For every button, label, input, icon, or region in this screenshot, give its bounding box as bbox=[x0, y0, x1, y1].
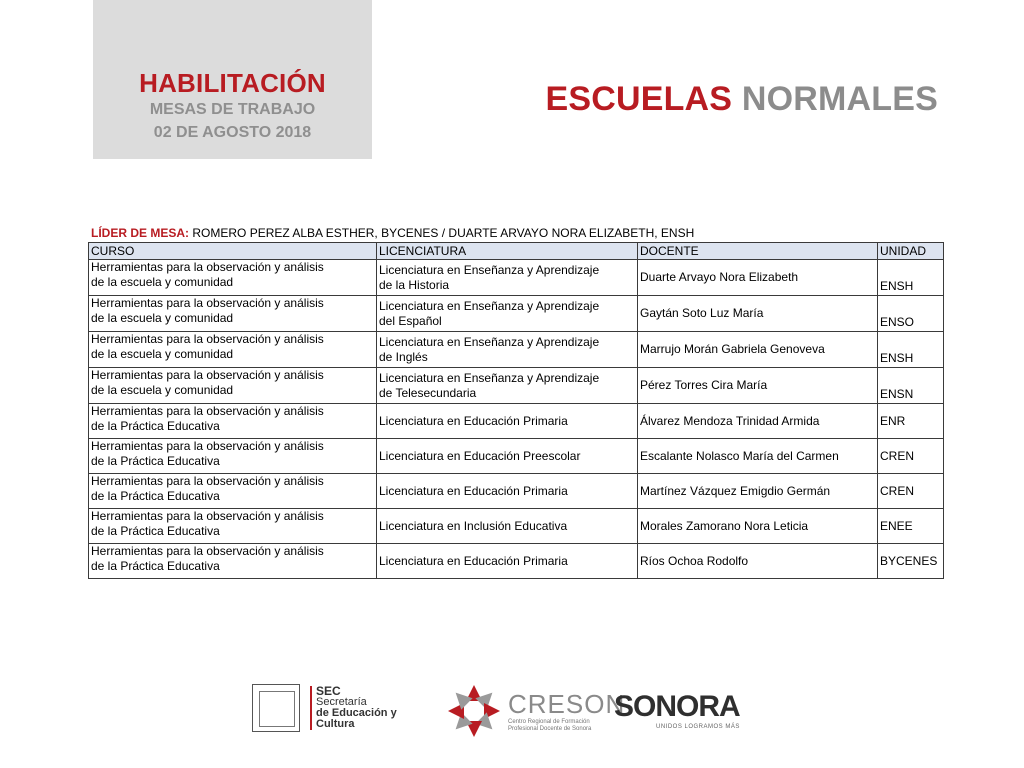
leader-value: ROMERO PEREZ ALBA ESTHER, BYCENES / DUARTE ARVAYO NORA ELIZABETH, ENSH bbox=[192, 226, 695, 240]
curso-line: Herramientas para la observación y análisis bbox=[91, 474, 324, 488]
cell-licenciatura: Licenciatura en Inclusión Educativa bbox=[377, 509, 638, 544]
table-row bbox=[89, 332, 944, 368]
badge-title: HABILITACIÓN bbox=[139, 68, 326, 98]
licenciatura-line: Licenciatura en Enseñanza y Aprendizaje bbox=[379, 298, 600, 313]
curso-line: Herramientas para la observación y análisis bbox=[91, 544, 324, 558]
creson-name: CRESON bbox=[508, 689, 626, 719]
table-row bbox=[89, 260, 944, 296]
table-row bbox=[89, 296, 944, 332]
licenciatura-line: Licenciatura en Enseñanza y Aprendizaje bbox=[379, 370, 600, 385]
sec-abbr: SEC bbox=[316, 684, 341, 698]
cell-docente: Duarte Arvayo Nora Elizabeth bbox=[638, 260, 878, 296]
cell-docente: Martínez Vázquez Emigdio Germán bbox=[638, 474, 878, 509]
cell-curso bbox=[89, 474, 377, 509]
table-row bbox=[89, 544, 944, 579]
column-header-licenciatura: LICENCIATURA bbox=[377, 243, 638, 260]
cell-docente: Pérez Torres Cira María bbox=[638, 368, 878, 404]
cell-curso bbox=[89, 368, 377, 404]
sonora-logo bbox=[614, 690, 748, 740]
cell-docente: Álvarez Mendoza Trinidad Armida bbox=[638, 404, 878, 439]
curso-line: de la escuela y comunidad bbox=[91, 311, 234, 325]
header-badge bbox=[93, 0, 372, 159]
cell-docente: Ríos Ochoa Rodolfo bbox=[638, 544, 878, 579]
cell-curso bbox=[89, 296, 377, 332]
assignments-table bbox=[88, 242, 944, 579]
licenciatura-line: de la Historia bbox=[379, 277, 450, 292]
cell-licenciatura bbox=[377, 260, 638, 296]
licenciatura-line: Licenciatura en Enseñanza y Aprendizaje bbox=[379, 262, 600, 277]
curso-line: de la Práctica Educativa bbox=[91, 559, 220, 573]
creson-logo bbox=[446, 683, 626, 743]
cell-docente: Gaytán Soto Luz María bbox=[638, 296, 878, 332]
curso-line: de la Práctica Educativa bbox=[91, 489, 220, 503]
cell-unidad: CREN bbox=[878, 474, 944, 509]
cell-licenciatura: Licenciatura en Educación Primaria bbox=[377, 474, 638, 509]
licenciatura-line: del Español bbox=[379, 313, 442, 328]
cell-unidad: ENSH bbox=[878, 332, 944, 368]
badge-date: 02 DE AGOSTO 2018 bbox=[153, 124, 312, 141]
page-title-word1: ESCUELAS bbox=[545, 80, 733, 118]
curso-line: Herramientas para la observación y análisis bbox=[91, 439, 324, 453]
table-leader bbox=[91, 226, 694, 240]
curso-line: Herramientas para la observación y análisis bbox=[91, 332, 324, 346]
curso-line: Herramientas para la observación y análisis bbox=[91, 404, 324, 418]
cell-licenciatura bbox=[377, 368, 638, 404]
cell-unidad: ENSH bbox=[878, 260, 944, 296]
licenciatura-line: Licenciatura en Enseñanza y Aprendizaje bbox=[379, 334, 600, 349]
licenciatura-line: de Inglés bbox=[379, 349, 428, 364]
cell-curso bbox=[89, 260, 377, 296]
curso-line: de la escuela y comunidad bbox=[91, 275, 234, 289]
sonora-tagline: UNIDOS LOGRAMOS MÁS bbox=[656, 724, 740, 730]
cell-curso bbox=[89, 332, 377, 368]
table-row bbox=[89, 439, 944, 474]
curso-line: Herramientas para la observación y análisis bbox=[91, 368, 324, 382]
cell-curso bbox=[89, 544, 377, 579]
state-seal-icon bbox=[252, 684, 300, 732]
curso-line: de la Práctica Educativa bbox=[91, 454, 220, 468]
creson-mark-icon bbox=[446, 683, 502, 739]
column-header-unidad: UNIDAD bbox=[878, 243, 944, 260]
curso-line: de la escuela y comunidad bbox=[91, 383, 234, 397]
logo-divider bbox=[310, 686, 312, 730]
sec-text bbox=[316, 686, 424, 730]
page-title bbox=[545, 80, 938, 119]
footer-logos bbox=[0, 680, 1024, 750]
cell-docente: Escalante Nolasco María del Carmen bbox=[638, 439, 878, 474]
cell-licenciatura: Licenciatura en Educación Primaria bbox=[377, 544, 638, 579]
leader-label: LÍDER DE MESA: bbox=[91, 226, 190, 240]
cell-unidad: CREN bbox=[878, 439, 944, 474]
column-header-curso: CURSO bbox=[89, 243, 377, 260]
cell-curso bbox=[89, 404, 377, 439]
cell-docente: Marrujo Morán Gabriela Genoveva bbox=[638, 332, 878, 368]
curso-line: Herramientas para la observación y análisis bbox=[91, 509, 324, 523]
cell-licenciatura bbox=[377, 332, 638, 368]
licenciatura-line: de Telesecundaria bbox=[379, 385, 477, 400]
table-row bbox=[89, 404, 944, 439]
sonora-wordmark: SONORA bbox=[614, 690, 740, 723]
curso-line: Herramientas para la observación y análisis bbox=[91, 296, 324, 310]
cell-unidad: ENSN bbox=[878, 368, 944, 404]
table-row bbox=[89, 474, 944, 509]
table-row bbox=[89, 368, 944, 404]
badge-subtitle: MESAS DE TRABAJO bbox=[149, 101, 316, 118]
cell-unidad: ENEE bbox=[878, 509, 944, 544]
sec-name: Secretaría bbox=[316, 696, 367, 708]
cell-unidad: BYCENES bbox=[878, 544, 944, 579]
column-header-docente: DOCENTE bbox=[638, 243, 878, 260]
creson-description: Centro Regional de Formación Profesional Docente de Sonora bbox=[508, 719, 592, 732]
table-row bbox=[89, 509, 944, 544]
sec-area: de Educación y Cultura bbox=[316, 707, 397, 730]
cell-licenciatura: Licenciatura en Educación Primaria bbox=[377, 404, 638, 439]
cell-licenciatura bbox=[377, 296, 638, 332]
curso-line: de la Práctica Educativa bbox=[91, 524, 220, 538]
cell-curso bbox=[89, 509, 377, 544]
curso-line: de la escuela y comunidad bbox=[91, 347, 234, 361]
cell-unidad: ENSO bbox=[878, 296, 944, 332]
curso-line: Herramientas para la observación y análisis bbox=[91, 260, 324, 274]
cell-unidad: ENR bbox=[878, 404, 944, 439]
cell-docente: Morales Zamorano Nora Leticia bbox=[638, 509, 878, 544]
curso-line: de la Práctica Educativa bbox=[91, 419, 220, 433]
sec-logo bbox=[252, 684, 424, 742]
cell-curso bbox=[89, 439, 377, 474]
table-header-row bbox=[89, 243, 944, 260]
cell-licenciatura: Licenciatura en Educación Preescolar bbox=[377, 439, 638, 474]
page-title-word2: NORMALES bbox=[741, 80, 938, 118]
